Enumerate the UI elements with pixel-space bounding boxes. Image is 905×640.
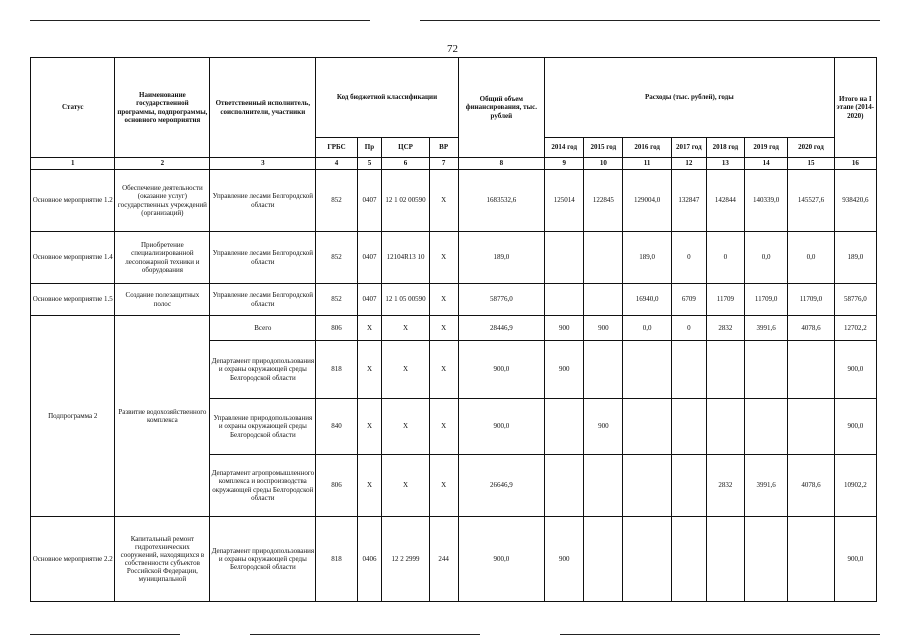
executor-cell: Управление лесами Белгородской области xyxy=(210,232,316,284)
top-rule-right xyxy=(420,20,880,21)
year-2016-cell xyxy=(623,399,671,455)
year-2016-cell: 189,0 xyxy=(623,232,671,284)
stage-total-cell: 900,0 xyxy=(834,517,876,602)
year-2017-cell: 132847 xyxy=(671,170,706,232)
year-2019-cell xyxy=(744,517,787,602)
header-budget-code: Код бюджетной классификации xyxy=(316,58,458,138)
header-grbs: ГРБС xyxy=(316,138,357,158)
year-2019-cell xyxy=(744,399,787,455)
grbs-cell: 852 xyxy=(316,284,357,316)
year-2014-cell xyxy=(545,399,584,455)
vr-cell: Х xyxy=(429,284,458,316)
vr-cell: Х xyxy=(429,455,458,517)
year-2018-cell xyxy=(706,517,744,602)
header-year: 2018 год xyxy=(706,138,744,158)
total-cell: 900,0 xyxy=(458,517,545,602)
table-row xyxy=(31,517,877,602)
csr-cell: Х xyxy=(382,455,429,517)
year-2018-cell: 142844 xyxy=(706,170,744,232)
year-2016-cell: 0,0 xyxy=(623,316,671,341)
year-2015-cell xyxy=(584,341,623,399)
csr-cell: 12104R13 10 xyxy=(382,232,429,284)
year-2014-cell xyxy=(545,232,584,284)
table-row xyxy=(31,170,877,232)
year-2014-cell: 125014 xyxy=(545,170,584,232)
page-number: 72 xyxy=(447,43,458,55)
column-number: 11 xyxy=(623,158,671,170)
header-pr: Пр xyxy=(357,138,382,158)
column-number: 4 xyxy=(316,158,357,170)
year-2020-cell: 145527,6 xyxy=(788,170,834,232)
executor-cell: Департамент агропромышленного комплекса и воспроизводства окружающей среды Белгородской области xyxy=(210,455,316,517)
table-row xyxy=(31,232,877,284)
total-cell: 900,0 xyxy=(458,341,545,399)
pr-cell: Х xyxy=(357,341,382,399)
executor-cell: Управление лесами Белгородской области xyxy=(210,284,316,316)
pr-cell: 0406 xyxy=(357,517,382,602)
year-2016-cell: 129004,0 xyxy=(623,170,671,232)
name-cell: Обеспечение деятельности (оказание услуг) государственных учреждений (организаций) xyxy=(115,170,210,232)
grbs-cell: 806 xyxy=(316,316,357,341)
year-2016-cell: 16940,0 xyxy=(623,284,671,316)
pr-cell: 0407 xyxy=(357,170,382,232)
year-2015-cell xyxy=(584,517,623,602)
year-2017-cell xyxy=(671,341,706,399)
stage-total-cell: 12702,2 xyxy=(834,316,876,341)
executor-cell: Всего xyxy=(210,316,316,341)
year-2020-cell: 4078,6 xyxy=(788,455,834,517)
column-number: 8 xyxy=(458,158,545,170)
column-number: 7 xyxy=(429,158,458,170)
year-2016-cell xyxy=(623,455,671,517)
header-expenses: Расходы (тыс. рублей), годы xyxy=(545,58,835,138)
total-cell: 900,0 xyxy=(458,399,545,455)
vr-cell: 244 xyxy=(429,517,458,602)
column-number: 14 xyxy=(744,158,787,170)
status-cell: Подпрограмма 2 xyxy=(31,316,115,517)
csr-cell: Х xyxy=(382,316,429,341)
total-cell: 28446,9 xyxy=(458,316,545,341)
status-cell: Основное мероприятие 1.5 xyxy=(31,284,115,316)
bottom-rule-left xyxy=(30,634,180,635)
header-year: 2017 год xyxy=(671,138,706,158)
year-2020-cell: 4078,6 xyxy=(788,316,834,341)
status-cell: Основное мероприятие 1.4 xyxy=(31,232,115,284)
pr-cell: Х xyxy=(357,316,382,341)
year-2019-cell: 0,0 xyxy=(744,232,787,284)
stage-total-cell: 189,0 xyxy=(834,232,876,284)
status-cell: Основное мероприятие 2.2 xyxy=(31,517,115,602)
grbs-cell: 818 xyxy=(316,517,357,602)
grbs-cell: 852 xyxy=(316,170,357,232)
year-2019-cell: 3991,6 xyxy=(744,455,787,517)
pr-cell: 0407 xyxy=(357,284,382,316)
table-row xyxy=(31,284,877,316)
header-year: 2015 год xyxy=(584,138,623,158)
stage-total-cell: 900,0 xyxy=(834,399,876,455)
year-2018-cell: 0 xyxy=(706,232,744,284)
vr-cell: Х xyxy=(429,399,458,455)
header-year: 2016 год xyxy=(623,138,671,158)
column-number: 15 xyxy=(788,158,834,170)
year-2014-cell xyxy=(545,284,584,316)
pr-cell: Х xyxy=(357,455,382,517)
header-stage-total: Итого на I этапе (2014-2020) xyxy=(834,58,876,158)
grbs-cell: 852 xyxy=(316,232,357,284)
column-number: 16 xyxy=(834,158,876,170)
csr-cell: 12 1 02 00590 xyxy=(382,170,429,232)
column-number: 6 xyxy=(382,158,429,170)
total-cell: 1683532,6 xyxy=(458,170,545,232)
column-number: 9 xyxy=(545,158,584,170)
name-cell: Капитальный ремонт гидротехнических сооружений, находящихся в собственности субъектов Российской Федерации, муниципальной xyxy=(115,517,210,602)
year-2015-cell: 900 xyxy=(584,399,623,455)
header-year: 2020 год xyxy=(788,138,834,158)
year-2014-cell xyxy=(545,455,584,517)
year-2017-cell: 0 xyxy=(671,232,706,284)
year-2018-cell: 2832 xyxy=(706,455,744,517)
year-2017-cell xyxy=(671,399,706,455)
executor-cell: Департамент природопользования и охраны окружающей среды Белгородской области xyxy=(210,517,316,602)
year-2019-cell xyxy=(744,341,787,399)
vr-cell: Х xyxy=(429,170,458,232)
year-2020-cell xyxy=(788,341,834,399)
header-year: 2019 год xyxy=(744,138,787,158)
year-2020-cell xyxy=(788,517,834,602)
year-2019-cell: 11709,0 xyxy=(744,284,787,316)
year-2020-cell: 0,0 xyxy=(788,232,834,284)
header-name: Наименование государственной программы, подпрограммы, основного мероприятия xyxy=(115,58,210,158)
grbs-cell: 818 xyxy=(316,341,357,399)
top-rule-left xyxy=(30,20,370,21)
year-2015-cell: 122845 xyxy=(584,170,623,232)
total-cell: 58776,0 xyxy=(458,284,545,316)
budget-table xyxy=(30,57,877,602)
csr-cell: 12 1 05 00590 xyxy=(382,284,429,316)
year-2015-cell: 900 xyxy=(584,316,623,341)
year-2014-cell: 900 xyxy=(545,316,584,341)
vr-cell: Х xyxy=(429,341,458,399)
year-2017-cell xyxy=(671,517,706,602)
header-row xyxy=(31,58,877,138)
executor-cell: Управление лесами Белгородской области xyxy=(210,170,316,232)
header-year: 2014 год xyxy=(545,138,584,158)
year-2015-cell xyxy=(584,455,623,517)
column-number-row xyxy=(31,158,877,170)
year-2017-cell: 6709 xyxy=(671,284,706,316)
bottom-rule-right xyxy=(560,634,880,635)
grbs-cell: 840 xyxy=(316,399,357,455)
column-number: 13 xyxy=(706,158,744,170)
stage-total-cell: 938420,6 xyxy=(834,170,876,232)
grbs-cell: 806 xyxy=(316,455,357,517)
column-number: 1 xyxy=(31,158,115,170)
year-2015-cell xyxy=(584,232,623,284)
year-2016-cell xyxy=(623,341,671,399)
stage-total-cell: 10902,2 xyxy=(834,455,876,517)
header-executor: Ответственный исполнитель, соисполнители, участники xyxy=(210,58,316,158)
year-2017-cell xyxy=(671,455,706,517)
header-csr: ЦСР xyxy=(382,138,429,158)
year-2018-cell xyxy=(706,399,744,455)
csr-cell: Х xyxy=(382,399,429,455)
name-cell: Создание полезащитных полос xyxy=(115,284,210,316)
csr-cell: 12 2 2999 xyxy=(382,517,429,602)
total-cell: 26646,9 xyxy=(458,455,545,517)
bottom-rule-mid xyxy=(250,634,480,635)
executor-cell: Управление природопользования и охраны окружающей среды Белгородской области xyxy=(210,399,316,455)
column-number: 3 xyxy=(210,158,316,170)
pr-cell: 0407 xyxy=(357,232,382,284)
status-cell: Основное мероприятие 1.2 xyxy=(31,170,115,232)
vr-cell: Х xyxy=(429,316,458,341)
column-number: 5 xyxy=(357,158,382,170)
executor-cell: Департамент природопользования и охраны окружающей среды Белгородской области xyxy=(210,341,316,399)
year-2018-cell xyxy=(706,341,744,399)
vr-cell: Х xyxy=(429,232,458,284)
column-number: 2 xyxy=(115,158,210,170)
year-2017-cell: 0 xyxy=(671,316,706,341)
header-vr: ВР xyxy=(429,138,458,158)
header-status: Статус xyxy=(31,58,115,158)
column-number: 12 xyxy=(671,158,706,170)
total-cell: 189,0 xyxy=(458,232,545,284)
year-2014-cell: 900 xyxy=(545,517,584,602)
year-2019-cell: 3991,6 xyxy=(744,316,787,341)
header-total-volume: Общий объем финансирования, тыс. рублей xyxy=(458,58,545,158)
name-cell: Развитие водохозяйственного комплекса xyxy=(115,316,210,517)
csr-cell: Х xyxy=(382,341,429,399)
year-2016-cell xyxy=(623,517,671,602)
stage-total-cell: 900,0 xyxy=(834,341,876,399)
year-2019-cell: 140339,0 xyxy=(744,170,787,232)
stage-total-cell: 58776,0 xyxy=(834,284,876,316)
year-2020-cell xyxy=(788,399,834,455)
year-2018-cell: 2832 xyxy=(706,316,744,341)
year-2018-cell: 11709 xyxy=(706,284,744,316)
column-number: 10 xyxy=(584,158,623,170)
name-cell: Приобретение специализированной лесопожарной техники и оборудования xyxy=(115,232,210,284)
year-2015-cell xyxy=(584,284,623,316)
pr-cell: Х xyxy=(357,399,382,455)
year-2020-cell: 11709,0 xyxy=(788,284,834,316)
table-row xyxy=(31,316,877,341)
year-2014-cell: 900 xyxy=(545,341,584,399)
